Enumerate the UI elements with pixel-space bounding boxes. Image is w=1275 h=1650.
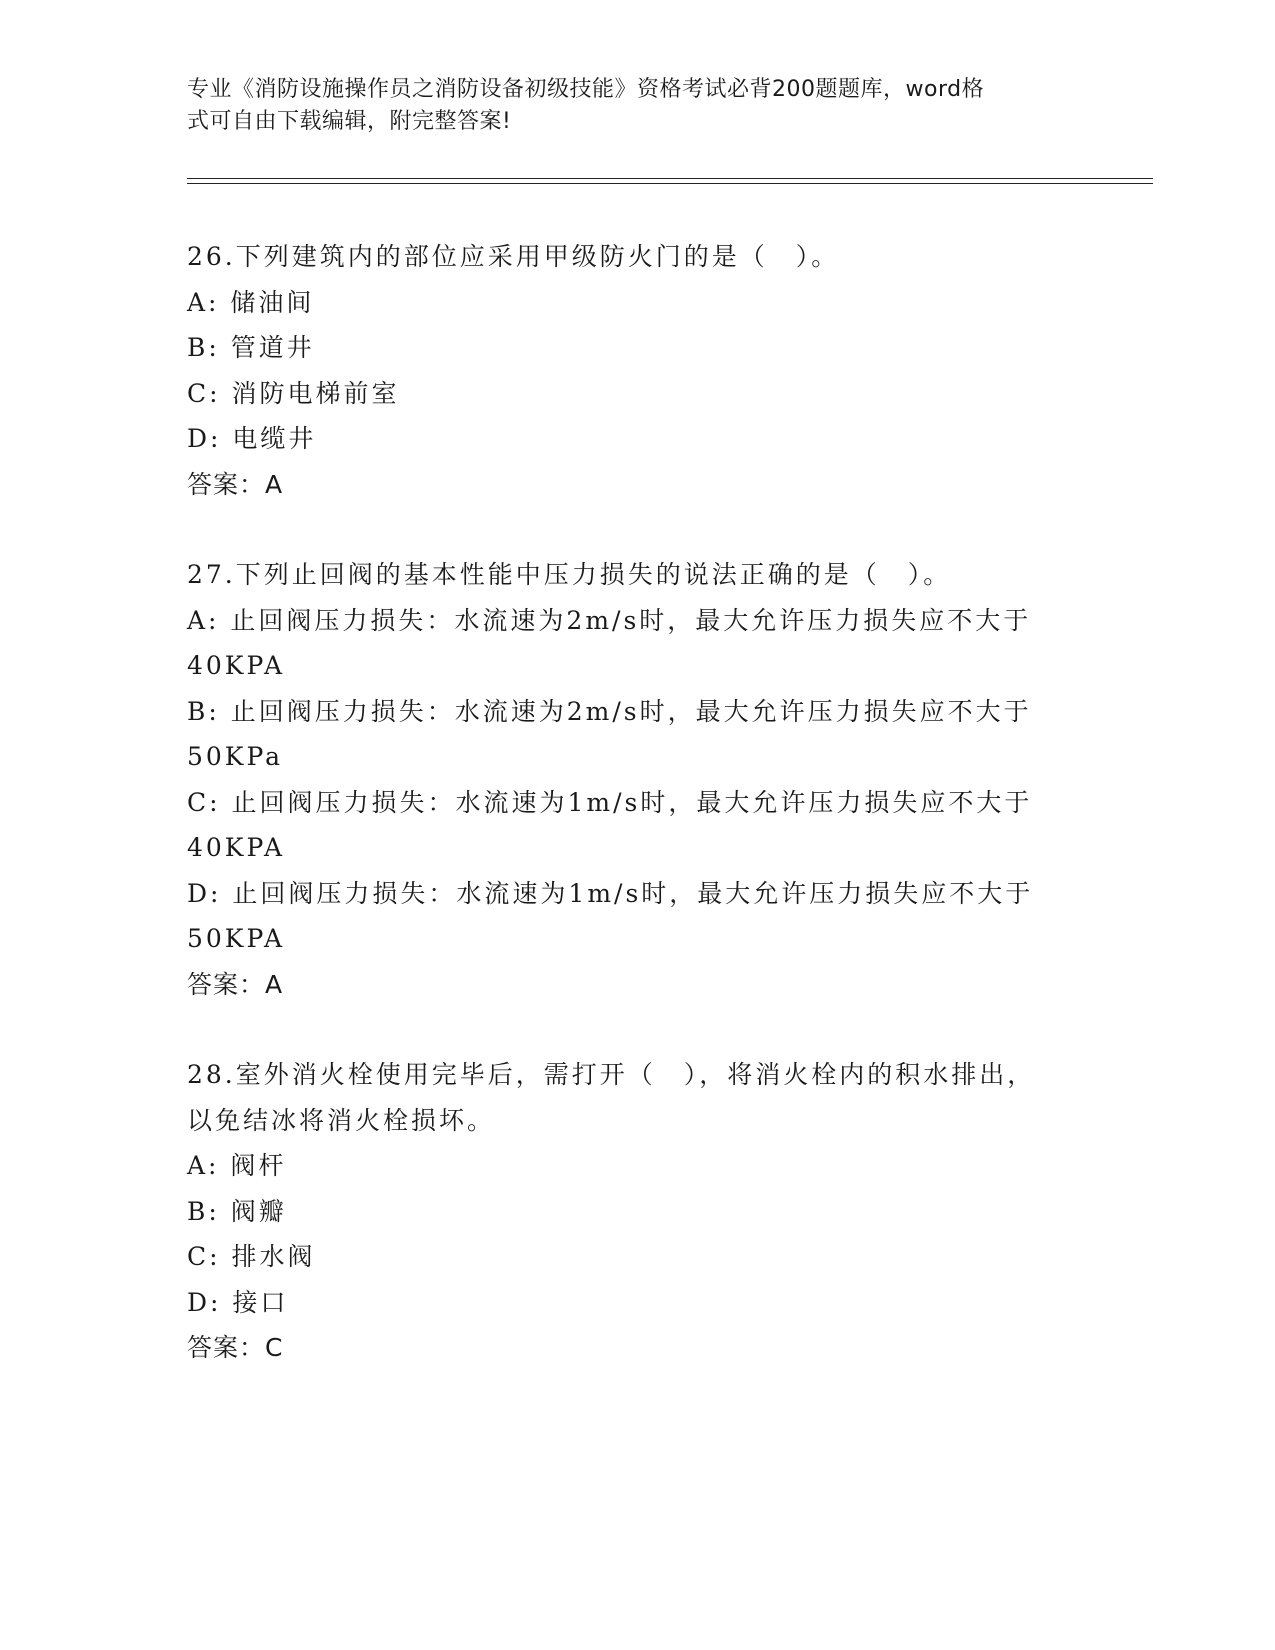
header-line-2: 式可自由下载编辑，附完整答案! [187, 109, 512, 134]
option-c: C: 排水阀 [187, 1242, 316, 1271]
option-a: A: 止回阀压力损失：水流速为2m/s时，最大允许压力损失应不大于 [187, 605, 1032, 635]
header-divider-top [187, 178, 1153, 179]
question-26 [187, 234, 1067, 507]
question-27 [187, 552, 1067, 1007]
option-d-continued: 50KPA [187, 924, 286, 953]
option-c-continued: 40KPA [187, 833, 286, 862]
question-stem: 27.下列止回阀的基本性能中压力损失的说法正确的是（ ）。 [187, 560, 952, 589]
option-b: B: 止回阀压力损失：水流速为2m/s时，最大允许压力损失应不大于 [187, 696, 1032, 726]
option-d: D: 接口 [187, 1287, 289, 1317]
option-c: C: 止回阀压力损失：水流速为1m/s时，最大允许压力损失应不大于 [187, 787, 1033, 817]
option-a: A: 阀杆 [187, 1151, 287, 1180]
option-d: D: 止回阀压力损失：水流速为1m/s时，最大允许压力损失应不大于 [187, 878, 1034, 908]
header-line-1: 专业《消防设施操作员之消防设备初级技能》资格考试必背200题题库，word格 [187, 77, 985, 102]
option-a: A: 储油间 [187, 287, 315, 317]
header-divider-bottom [187, 183, 1153, 184]
option-b-continued: 50KPa [187, 742, 284, 771]
question-stem: 28.室外消火栓使用完毕后，需打开（ ），将消火栓内的积水排出， [187, 1060, 1036, 1089]
answer-line: 答案：A [187, 469, 284, 499]
document-header [187, 74, 1067, 138]
option-a-continued: 40KPA [187, 651, 286, 680]
question-stem-continued: 以免结冰将消火栓损坏。 [187, 1105, 496, 1135]
option-b: B: 管道井 [187, 333, 315, 362]
answer-line: 答案：C [187, 1333, 284, 1362]
option-d: D: 电缆井 [187, 424, 317, 453]
answer-line: 答案：A [187, 969, 284, 999]
question-stem: 26.下列建筑内的部位应采用甲级防火门的是（ ）。 [187, 242, 840, 271]
option-b: B: 阀瓣 [187, 1196, 287, 1226]
option-c: C: 消防电梯前室 [187, 378, 400, 408]
question-28 [187, 1052, 1067, 1371]
